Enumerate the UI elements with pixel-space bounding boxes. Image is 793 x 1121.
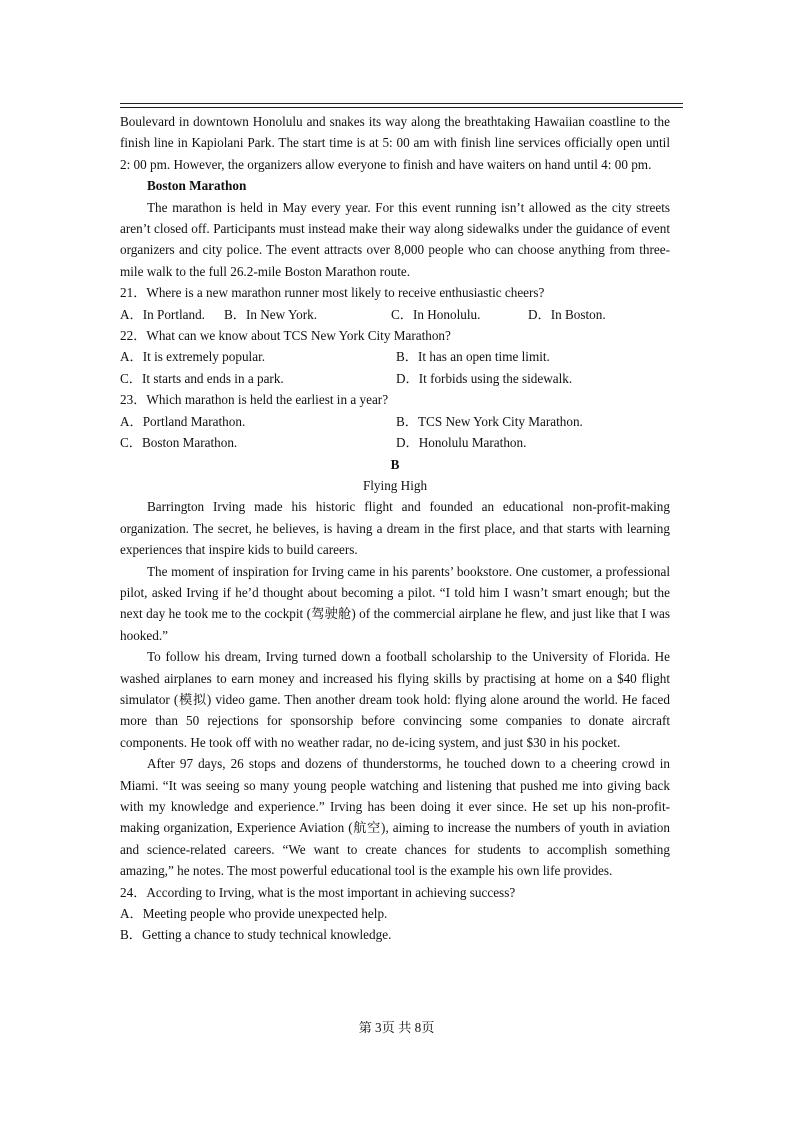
passage-paragraph: To follow his dream, Irving turned down a football scholarship to the University of Florida. He washed airplanes to earn money and increased his flying skills by practising at home on a $40 flight simulator (模拟) video game. Then another dream took hold: flying alone around the world. He faced more than 50 rejections for sponsorship before convincing some companies to donate aircraft components. He took off with no weather radar, no de-icing system, and just $30 in his pocket. [120,649,670,750]
question-22 [120,325,670,389]
option-d: D．Honolulu Marathon. [396,435,527,451]
section-label: B [390,456,400,472]
page-content [120,111,670,946]
passage-title: Flying High [362,477,428,493]
passage-paragraph: After 97 days, 26 stops and dozens of thunderstorms, he touched down to a cheering crowd in Miami. “It was seeing so many young people watching and listening that pushed me into giving back with my knowledge and experience.” Irving has been doing it ever since. He set up his non-profit-making organization, Experience Aviation (航空), aiming to increase the numbers of youth in aviation and science-related careers. “We want to create chances for students to accomplish something amazing,” he notes. The most powerful educational tool is the example his own life provides. [120,756,670,879]
page-footer: 第 3页 共 8页 [358,1020,435,1035]
question-stem: 22．What can we know about TCS New York City Marathon? [120,328,451,344]
option-b: B．Getting a chance to study technical knowledge. [120,927,392,943]
boston-paragraph: The marathon is held in May every year. For this event running isn’t allowed as the city streets aren’t closed off. Participants must instead make their way along sidewalks under the guidance of event organizers and city police. The event attracts over 8,000 people who can choose anything from three-mile walk to the full 26.2-mile Boston Marathon route. [120,199,670,279]
honolulu-paragraph: Boulevard in downtown Honolulu and snakes its way along the breathtaking Hawaiian coastline to the finish line in Kapiolani Park. The start time is at 5: 00 am with finish line services officially open until 2: 00 pm. However, the organizers allow everyone to finish and have waiters on hand until 4: 00 pm. [120,114,670,172]
option-grid [120,411,670,454]
question-24 [120,882,670,946]
option-d: D．It forbids using the sidewalk. [396,370,573,386]
boston-heading: Boston Marathon [147,178,247,194]
passage-paragraph: The moment of inspiration for Irving came in his parents’ bookstore. One customer, a professional pilot, asked Irving if he’d thought about becoming a pilot. “I told him I wasn’t smart enough; but the next day he took me to the cockpit (驾驶舱) of the commercial airplane he flew, and just like that I was hooked.” [120,563,670,643]
option-b: B．It has an open time limit. [396,349,550,365]
option-row [120,304,670,325]
option-c: C．Boston Marathon. [120,435,238,451]
question-stem: 24．According to Irving, what is the most important in achieving success? [120,884,516,900]
option-d: D．In Boston. [528,306,606,322]
header-rule-top [120,103,683,104]
option-a: A．Portland Marathon. [120,413,246,429]
question-21 [120,282,670,325]
option-c: C．It starts and ends in a park. [120,370,284,386]
question-stem: 21．Where is a new marathon runner most likely to receive enthusiastic cheers? [120,285,545,301]
option-b: B．TCS New York City Marathon. [396,413,583,429]
option-grid [120,346,670,389]
option-a: A．Meeting people who provide unexpected help. [120,906,388,922]
option-a: A．In Portland. [120,306,205,322]
passage-paragraph: Barrington Irving made his historic flight and founded an educational non-profit-making organization. The secret, he believes, is having a dream in the first place, and that starts with learning experiences that inspire kids to build careers. [120,499,670,558]
option-c: C．In Honolulu. [391,306,481,322]
option-b: B．In New York. [224,306,318,322]
question-23 [120,389,670,453]
header-rule-bottom [120,107,683,108]
question-stem: 23．Which marathon is held the earliest in a year? [120,392,389,408]
option-a: A．It is extremely popular. [120,349,266,365]
